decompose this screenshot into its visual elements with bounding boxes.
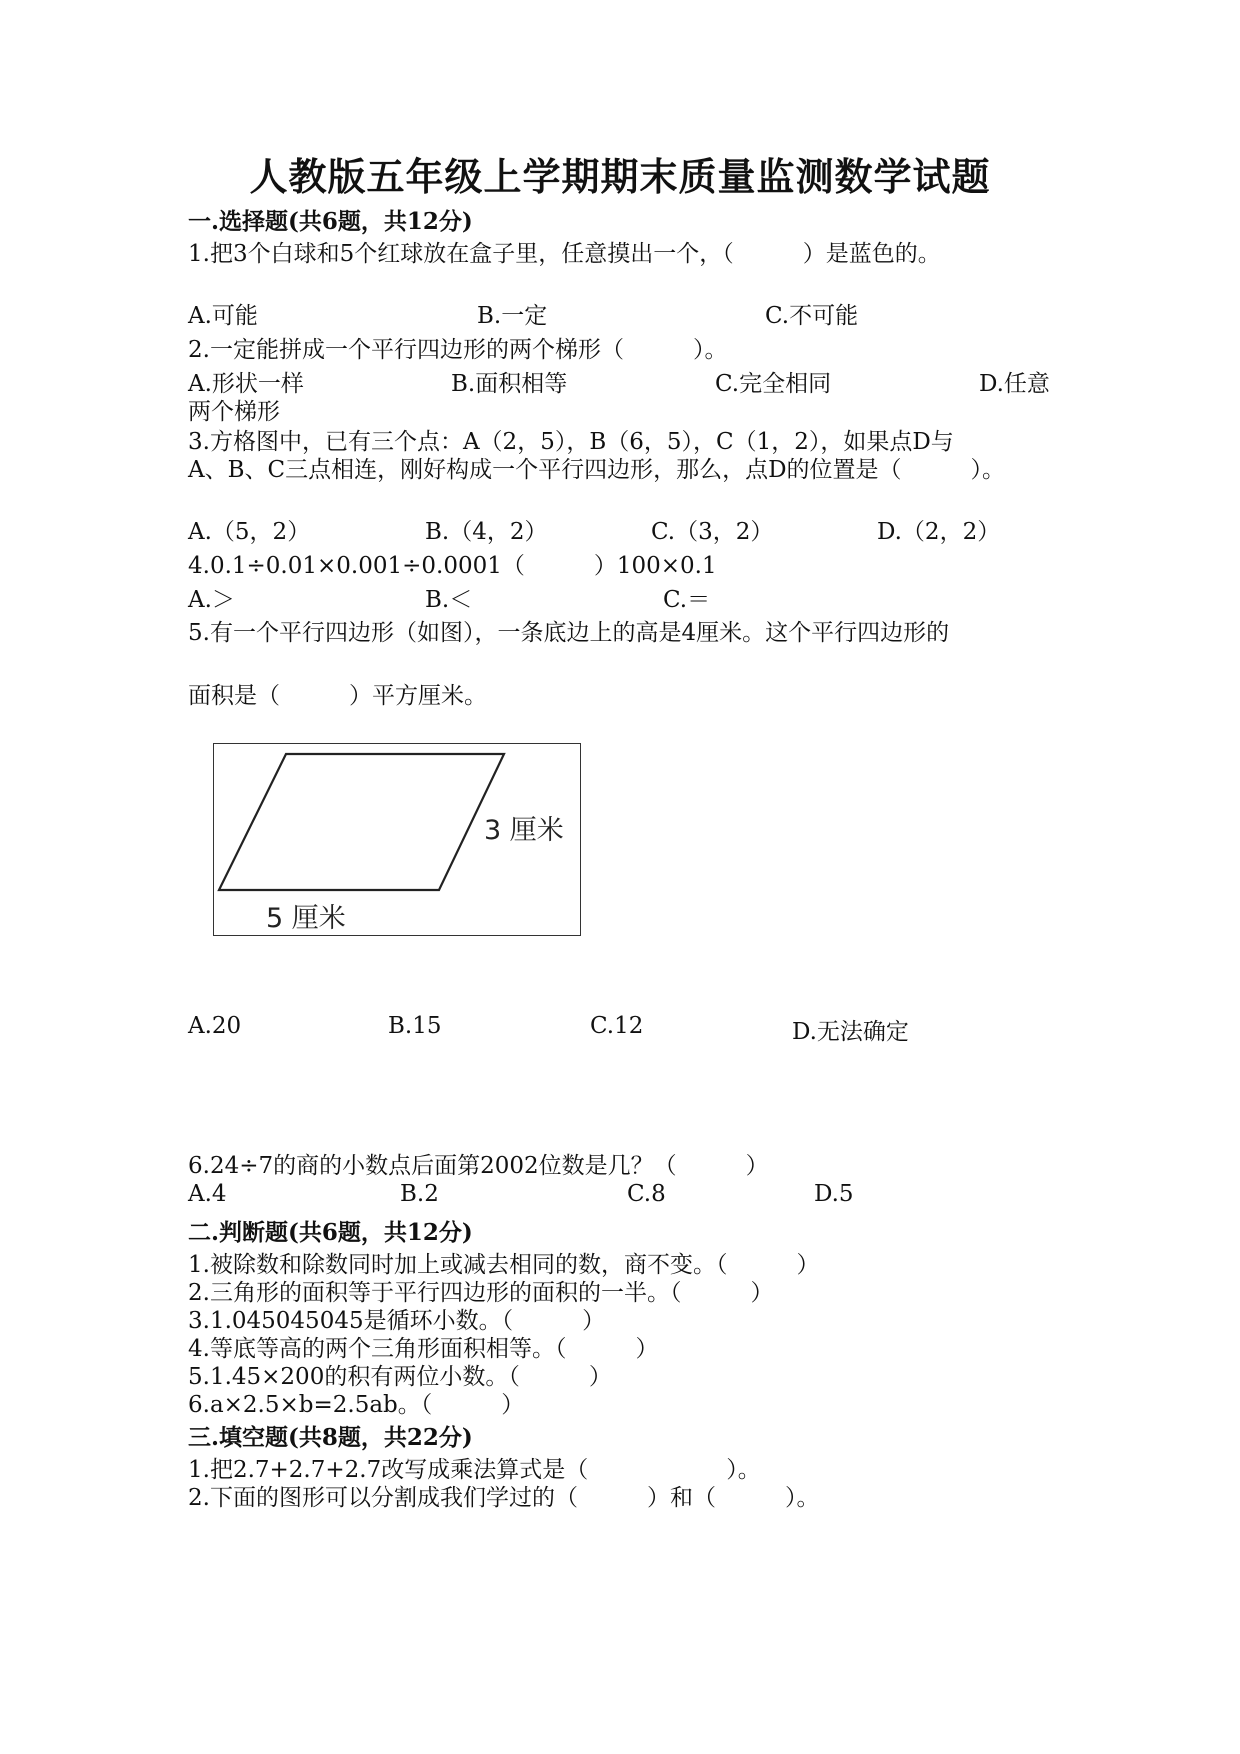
question-text-cont: 面积是（ ）平方厘米。	[188, 683, 487, 709]
option-c: C.12	[590, 1013, 644, 1039]
option-b: B.15	[388, 1013, 442, 1039]
option-d: D.无法确定	[792, 1019, 909, 1045]
option-b: B.面积相等	[451, 371, 568, 397]
option-c: C.（3，2）	[651, 519, 774, 545]
option-c: C.不可能	[765, 303, 859, 329]
option-a: A.（5，2）	[188, 519, 311, 545]
option-a: A.形状一样	[188, 371, 304, 397]
section-heading-judgement: 二.判断题(共6题，共12分)	[188, 1219, 473, 1246]
parallelogram-figure	[213, 743, 581, 936]
option-c: C.完全相同	[715, 371, 832, 397]
parallelogram-shape	[219, 754, 504, 890]
list-item: 6.a×2.5×b=2.5ab。（ ）	[188, 1392, 525, 1418]
list-item: 4.等底等高的两个三角形面积相等。（ ）	[188, 1336, 659, 1362]
option-a: A.＞	[188, 587, 235, 613]
option-d: D.任意	[979, 371, 1050, 397]
list-item: 3.1.045045045是循环小数。（ ）	[188, 1308, 606, 1334]
option-b: B.一定	[477, 303, 548, 329]
page-title: 人教版五年级上学期期末质量监测数学试题	[249, 154, 991, 199]
list-item: 2.下面的图形可以分割成我们学过的（ ）和（ ）。	[188, 1485, 820, 1511]
question-text: 5.有一个平行四边形（如图），一条底边上的高是4厘米。这个平行四边形的	[188, 620, 950, 646]
list-item: 1.把2.7+2.7+2.7改写成乘法算式是（ ）。	[188, 1457, 761, 1483]
option-a: A.4	[188, 1181, 227, 1207]
option-d: D.（2，2）	[877, 519, 1001, 545]
side-length-label: 3 厘米	[484, 815, 564, 846]
option-a: A.20	[188, 1013, 242, 1039]
list-item: 5.1.45×200的积有两位小数。（ ）	[188, 1364, 612, 1390]
option-c: C.＝	[663, 587, 711, 613]
question-text: 3.方格图中，已有三个点：A（2，5），B（6，5），C（1，2），如果点D与	[188, 429, 954, 455]
section-heading-choice: 一.选择题(共6题，共12分)	[188, 208, 473, 235]
base-length-label: 5 厘米	[266, 903, 346, 934]
question-text: 6.24÷7的商的小数点后面第2002位数是几？（ ）	[188, 1153, 769, 1179]
list-item: 1.被除数和除数同时加上或减去相同的数，商不变。（ ）	[188, 1252, 820, 1278]
question-text-cont: A、B、C三点相连，刚好构成一个平行四边形，那么，点D的位置是（ ）。	[188, 457, 1006, 483]
option-d-wrap: 两个梯形	[188, 399, 280, 425]
section-heading-fill-blank: 三.填空题(共8题，共22分)	[188, 1424, 473, 1451]
list-item: 2.三角形的面积等于平行四边形的面积的一半。（ ）	[188, 1280, 774, 1306]
option-c: C.8	[627, 1181, 666, 1207]
option-b: B.（4，2）	[425, 519, 548, 545]
question-text: 1.把3个白球和5个红球放在盒子里，任意摸出一个，（ ）是蓝色的。	[188, 241, 941, 267]
question-text: 4.0.1÷0.01×0.001÷0.0001（ ）100×0.1	[188, 553, 717, 579]
option-b: B.2	[400, 1181, 439, 1207]
option-d: D.5	[814, 1181, 854, 1207]
question-text: 2.一定能拼成一个平行四边形的两个梯形（ ）。	[188, 337, 728, 363]
option-b: B.＜	[425, 587, 473, 613]
option-a: A.可能	[188, 303, 258, 329]
